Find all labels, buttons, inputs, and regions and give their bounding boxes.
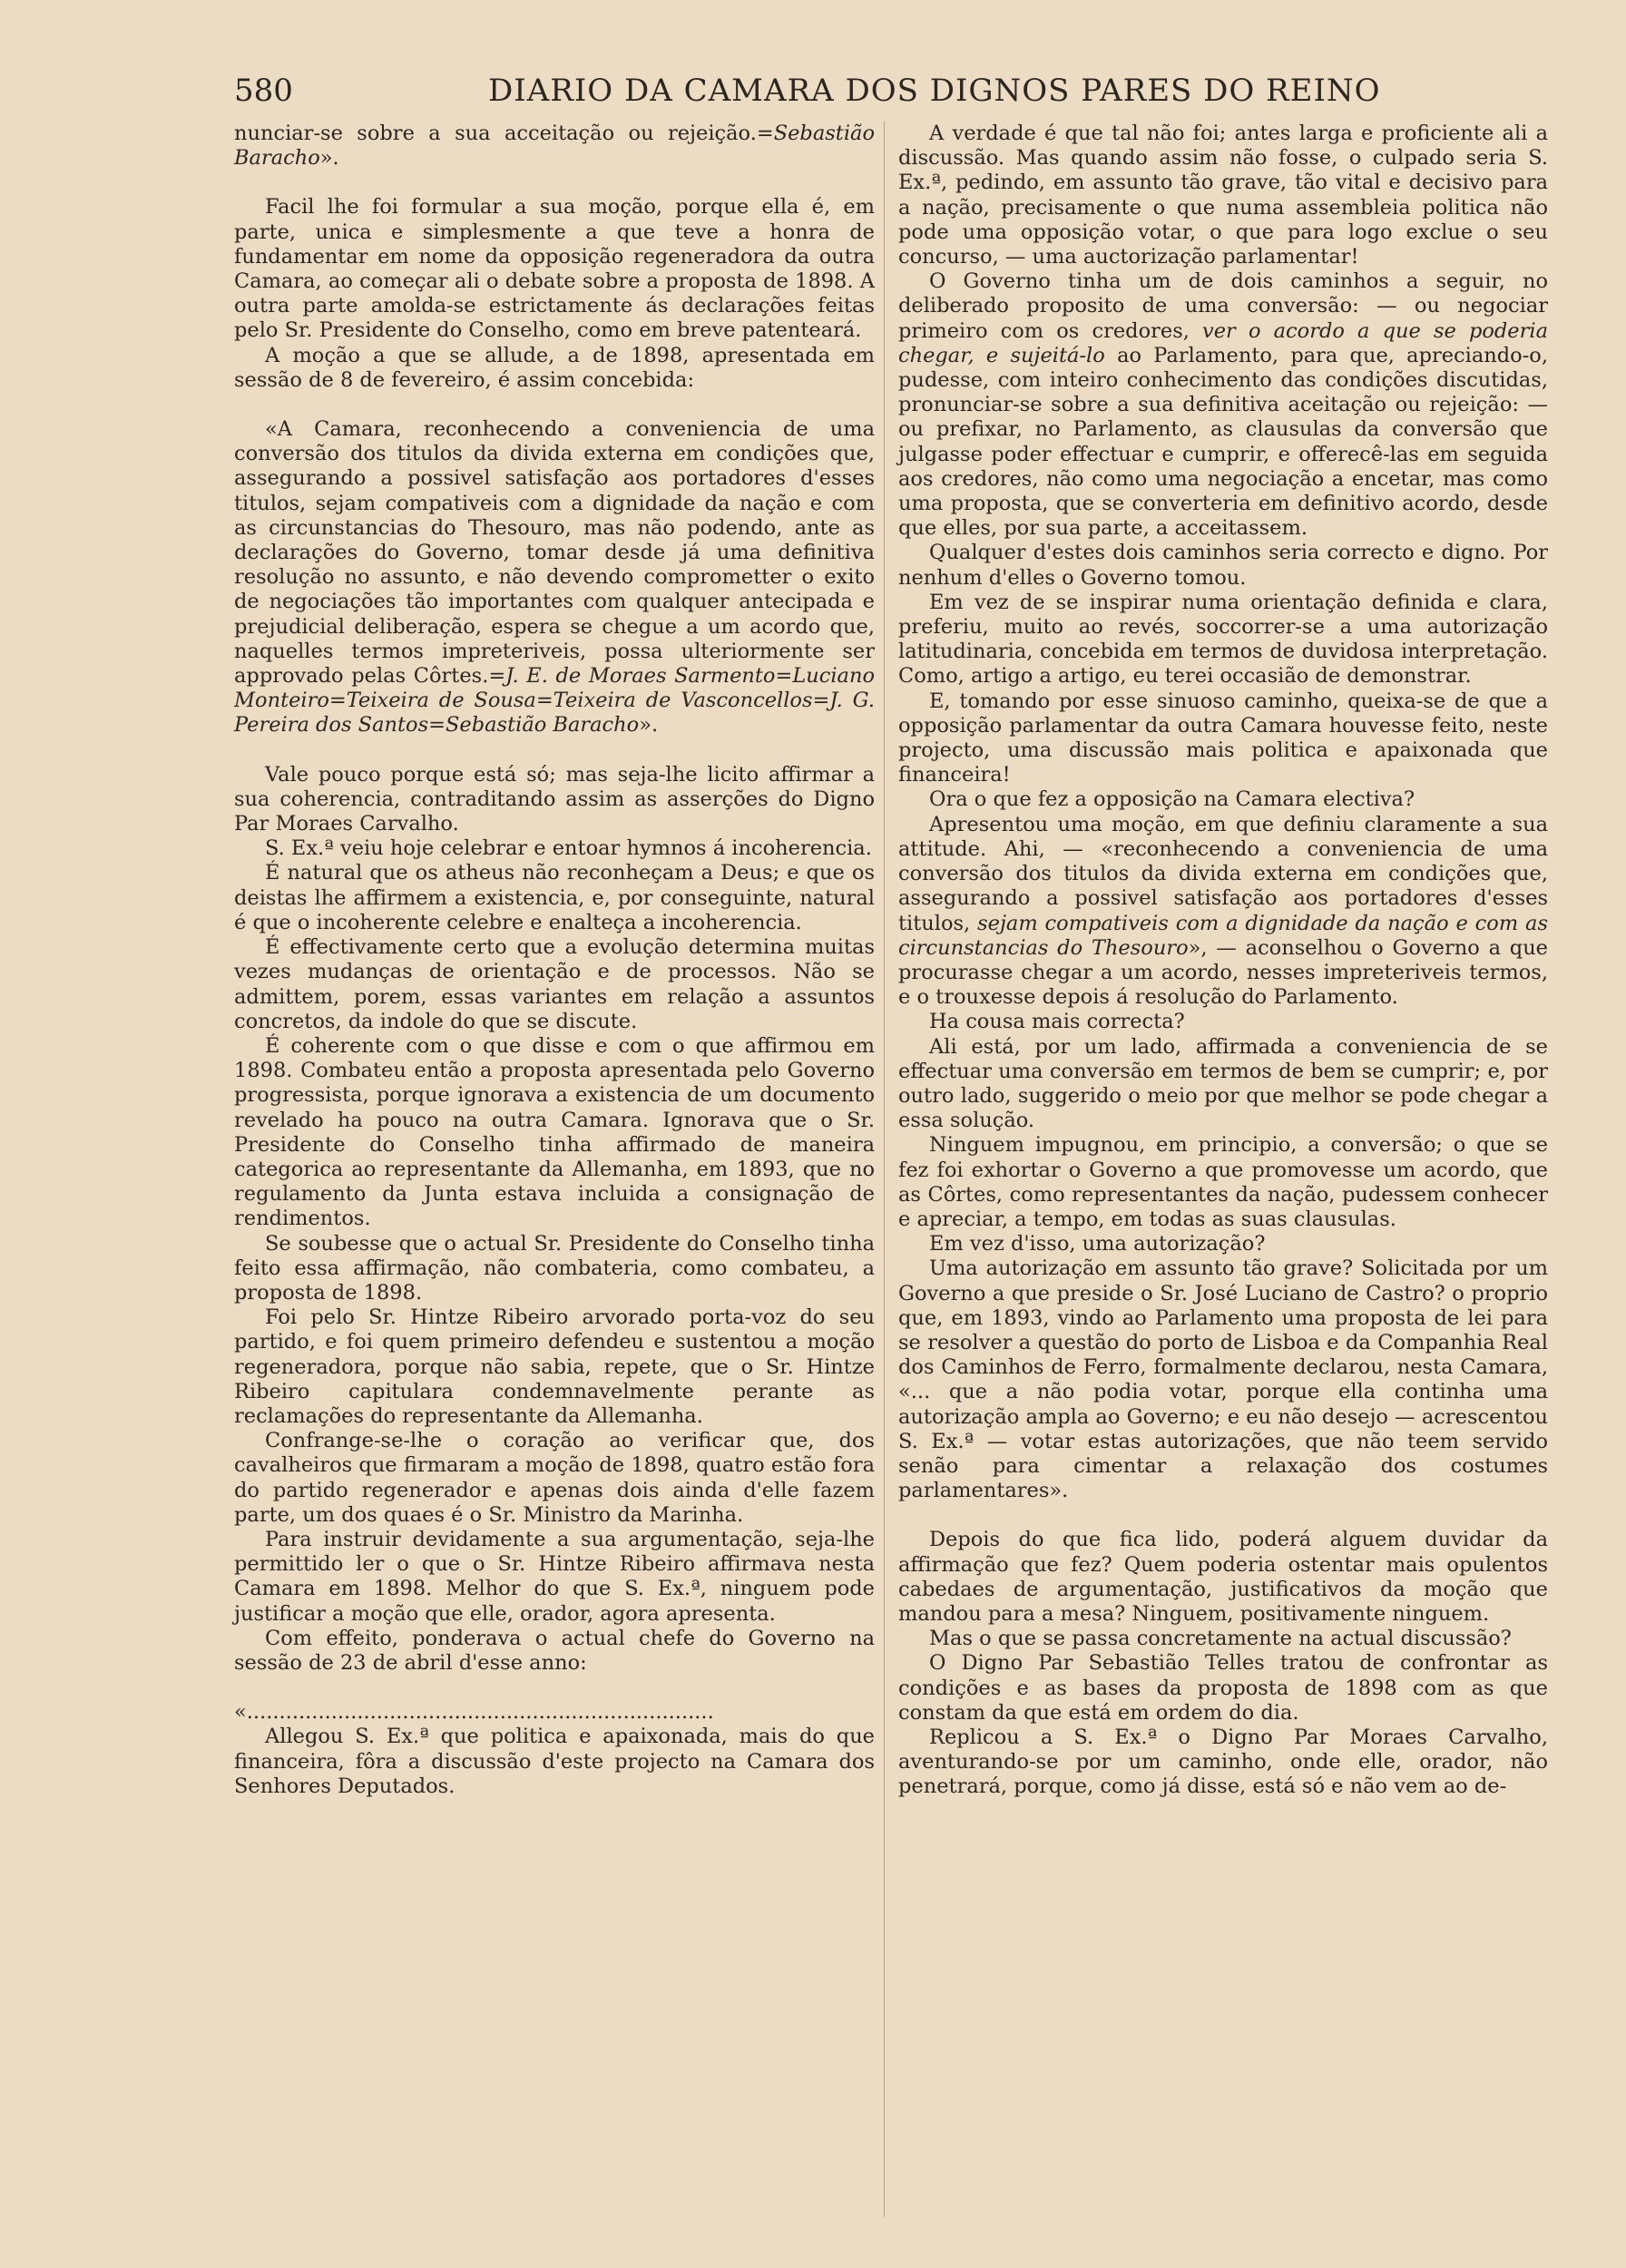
paragraph: Ali está, por um lado, affirmada a conveniencia de se effectuar uma conversão em termos de bem se cumprir; e, por outro lado, suggerido o meio por que melhor se pode chegar a essa solução. [898, 1034, 1548, 1133]
paragraph: S. Ex.ª veiu hoje celebrar e entoar hymnos á incoherencia. [265, 836, 872, 861]
page-header [234, 73, 1550, 118]
paragraph: O Governo tinha um de dois caminhos a seguir, no deliberado proposito de uma conversão: — ou negociar primeiro com os credores, ver o acordo a que se poderia chegar, e sujeitá-lo ao Parlamento, para que, apreciando-o, pudesse, com inteiro conhecimento das condições discutidas, pronunciar-se sobre a sua definitiva aceitação ou rejeição: — ou prefixar, no Parlamento, as clausulas da conversão que julgasse poder effectuar e cumprir, e offerecê-las em seguida aos credores, não como uma negociação a encetar, mas como uma proposta, que se converteria em definitivo acordo, desde que elles, por sua parte, a acceitassem. [898, 269, 1549, 541]
paragraph: Mas o que se passa concretamente na actual discussão? [929, 1627, 1512, 1651]
ellipsis-line: «........................................................................ [234, 1700, 714, 1725]
paragraph: É natural que os atheus não reconheçam a Deus; e que os deistas lhe affirmem a existencia, e, por conseguinte, natural é que o incoherente celebre e enalteça a incoherencia. [234, 861, 875, 934]
quoted-motion: «A Camara, reconhecendo a conveniencia de uma conversão dos titulos da divida externa em condições que, assegurando a possivel satisfação aos portadores d'esses titulos, sejam compativeis com a dignidade da nação e com as circunstancias do Thesouro, mas não podendo, ante as declarações do Governo, tomar desde já uma definitiva resolução no assunto, e não devendo comprometter o exito de negociações tão importantes com qualquer antecipada e prejudicial deliberação, espera se chegue a um acordo que, naquelles termos impreteriveis, possa ulteriormente ser approvado pelas Côrtes.=J. E. de Moraes Sarmento=Luciano Monteiro=Teixeira de Sousa=Teixeira de Vasconcellos=J. G. Pereira dos Santos=Sebastião Baracho». [234, 417, 875, 738]
column-divider [884, 122, 885, 2217]
paragraph: Foi pelo Sr. Hintze Ribeiro arvorado porta-voz do seu partido, e foi quem primeiro defendeu e sustentou a moção regeneradora, porque não sabia, repete, que o Sr. Hintze Ribeiro capitulara condemnavelmente perante as reclamações do representante da Allemanha. [234, 1305, 875, 1428]
paragraph: Para instruir devidamente a sua argumentação, seja-lhe permittido ler o que o Sr. Hintze Ribeiro affirmava nesta Camara em 1898. Melhor do que S. Ex.ª, ninguem pode justificar a moção que elle, orador, agora apresenta. [234, 1527, 875, 1626]
paragraph: É coherente com o que disse e com o que affirmou em 1898. Combateu então a proposta apresentada pelo Governo progressista, porque ignorava a existencia de um documento revelado ha pouco na outra Camara. Ignorava que o Sr. Presidente do Conselho tinha affirmado de maneira categorica ao representante da Allemanha, em 1893, que no regulamento da Junta estava incluida a consignação de rendimentos. [234, 1033, 875, 1231]
paragraph: Facil lhe foi formular a sua moção, porque ella é, em parte, unica e simplesmente a que teve a honra de fundamentar em nome da opposição regeneradora da outra Camara, ao começar ali o debate sobre a proposta de 1898. A outra parte amolda-se estrictamente ás declarações feitas pelo Sr. Presidente do Conselho, como em breve patenteará. [234, 195, 875, 343]
paragraph: Uma autorização em assunto tão grave? Solicitada por um Governo a que preside o Sr. José Luciano de Castro? o proprio que, em 1893, vindo ao Parlamento uma proposta de lei para se resolver a questão do porto de Lisboa e da Companhia Real dos Caminhos de Ferro, formalmente declarou, nesta Camara, «... que a não podia votar, porque ella continha uma autorização ampla ao Governo; e eu não desejo — acrescentou S. Ex.ª — votar estas autorizações, que não teem servido senão para cimentar a relaxação dos costumes parlamentares». [898, 1256, 1548, 1503]
paragraph: O Digno Par Sebastião Telles tratou de confrontar as condições e as bases da proposta de 1898 com as que constam da que está em ordem do dia. [898, 1651, 1548, 1725]
paragraph: Em vez d'isso, uma autorização? [929, 1232, 1266, 1256]
paragraph: Replicou a S. Ex.ª o Digno Par Moraes Carvalho, aventurando-se por um caminho, onde elle, orador, não penetrará, porque, como já disse, está só e não vem ao de- [898, 1725, 1548, 1799]
paragraph: Vale pouco porque está só; mas seja-lhe licito affirmar a sua coherencia, contraditando assim as asserções do Digno Par Moraes Carvalho. [234, 762, 875, 836]
paragraph: A moção a que se allude, a de 1898, apresentada em sessão de 8 de fevereiro, é assim concebida: [234, 343, 875, 392]
right-column [898, 122, 1548, 1800]
paragraph: Ora o que fez a opposição na Camara electiva? [929, 787, 1415, 812]
paragraph: A verdade é que tal não foi; antes larga e proficiente ali a discussão. Mas quando assim não fosse, o culpado seria S. Ex.ª, pedindo, em assunto tão grave, tão vital e decisivo para a nação, precisamente o que numa assembleia politica não pode uma opposição votar, o que para logo exclue o seu concurso, — uma auctorização parlamentar! [898, 122, 1548, 269]
paragraph: Allegou S. Ex.ª que politica e apaixonada, mais do que financeira, fôra a discussão d'este projecto na Camara dos Senhores Deputados. [234, 1725, 875, 1798]
paragraph: Apresentou uma moção, em que definiu claramente a sua attitude. Ahi, — «reconhecendo a conveniencia de uma conversão dos titulos da divida externa em condições que, assegurando a possivel satisfação aos portadores d'esses titulos, sejam compativeis com a dignidade da nação e com as circunstancias do Thesouro», — aconselhou o Governo a que procurasse chegar a um acordo, nesses impreteriveis termos, e o trouxesse depois á resolução do Parlamento. [898, 812, 1548, 1010]
paragraph: E, tomando por esse sinuoso caminho, queixa-se de que a opposição parlamentar da outra Camara houvesse feito, neste projecto, uma discussão mais politica e apaixonada que financeira! [898, 689, 1548, 787]
paragraph: Depois do que fica lido, poderá alguem duvidar da affirmação que fez? Quem poderia ostentar mais opulentos cabedaes de argumentação, justificativos da moção que mandou para a mesa? Ninguem, positivamente ninguem. [898, 1528, 1548, 1626]
paragraph: Qualquer d'estes dois caminhos seria correcto e digno. Por nenhum d'elles o Governo tomou. [898, 541, 1548, 590]
paragraph: Em vez de se inspirar numa orientação definida e clara, preferiu, muito ao revés, soccorrer-se a uma autorização latitudinaria, concebida em termos de duvidosa interpretação. Como, artigo a artigo, eu terei occasião de demonstrar. [898, 590, 1548, 689]
paragraph: Com effeito, ponderava o actual chefe do Governo na sessão de 23 de abril d'esse anno: [234, 1626, 875, 1675]
page-number: 580 [234, 73, 293, 109]
paragraph: Se soubesse que o actual Sr. Presidente do Conselho tinha feito essa affirmação, não combateria, como combateu, a proposta de 1898. [234, 1231, 875, 1305]
paragraph: nunciar-se sobre a sua acceitação ou rejeição.=Sebastião Baracho». [234, 122, 875, 171]
left-column [234, 122, 875, 1799]
page-title: DIARIO DA CAMARA DOS DIGNOS PARES DO REINO [488, 73, 1381, 109]
paragraph: Ha cousa mais correcta? [929, 1010, 1185, 1034]
paragraph: Confrange-se-lhe o coração ao verificar que, dos cavalheiros que firmaram a moção de 1898, quatro estão fora do partido regenerador e apenas dois ainda d'elle fazem parte, um dos quaes é o Sr. Ministro da Marinha. [234, 1429, 875, 1527]
paragraph: Ninguem impugnou, em principio, a conversão; o que se fez foi exhortar o Governo a que promovesse um acordo, que as Côrtes, como representantes da nação, pudessem conhecer e apreciar, a tempo, em todas as suas clausulas. [898, 1133, 1548, 1231]
paragraph: É effectivamente certo que a evolução determina muitas vezes mudanças de orientação e de processos. Não se admittem, porem, essas variantes em relação a assuntos concretos, da indole do que se discute. [234, 935, 875, 1033]
